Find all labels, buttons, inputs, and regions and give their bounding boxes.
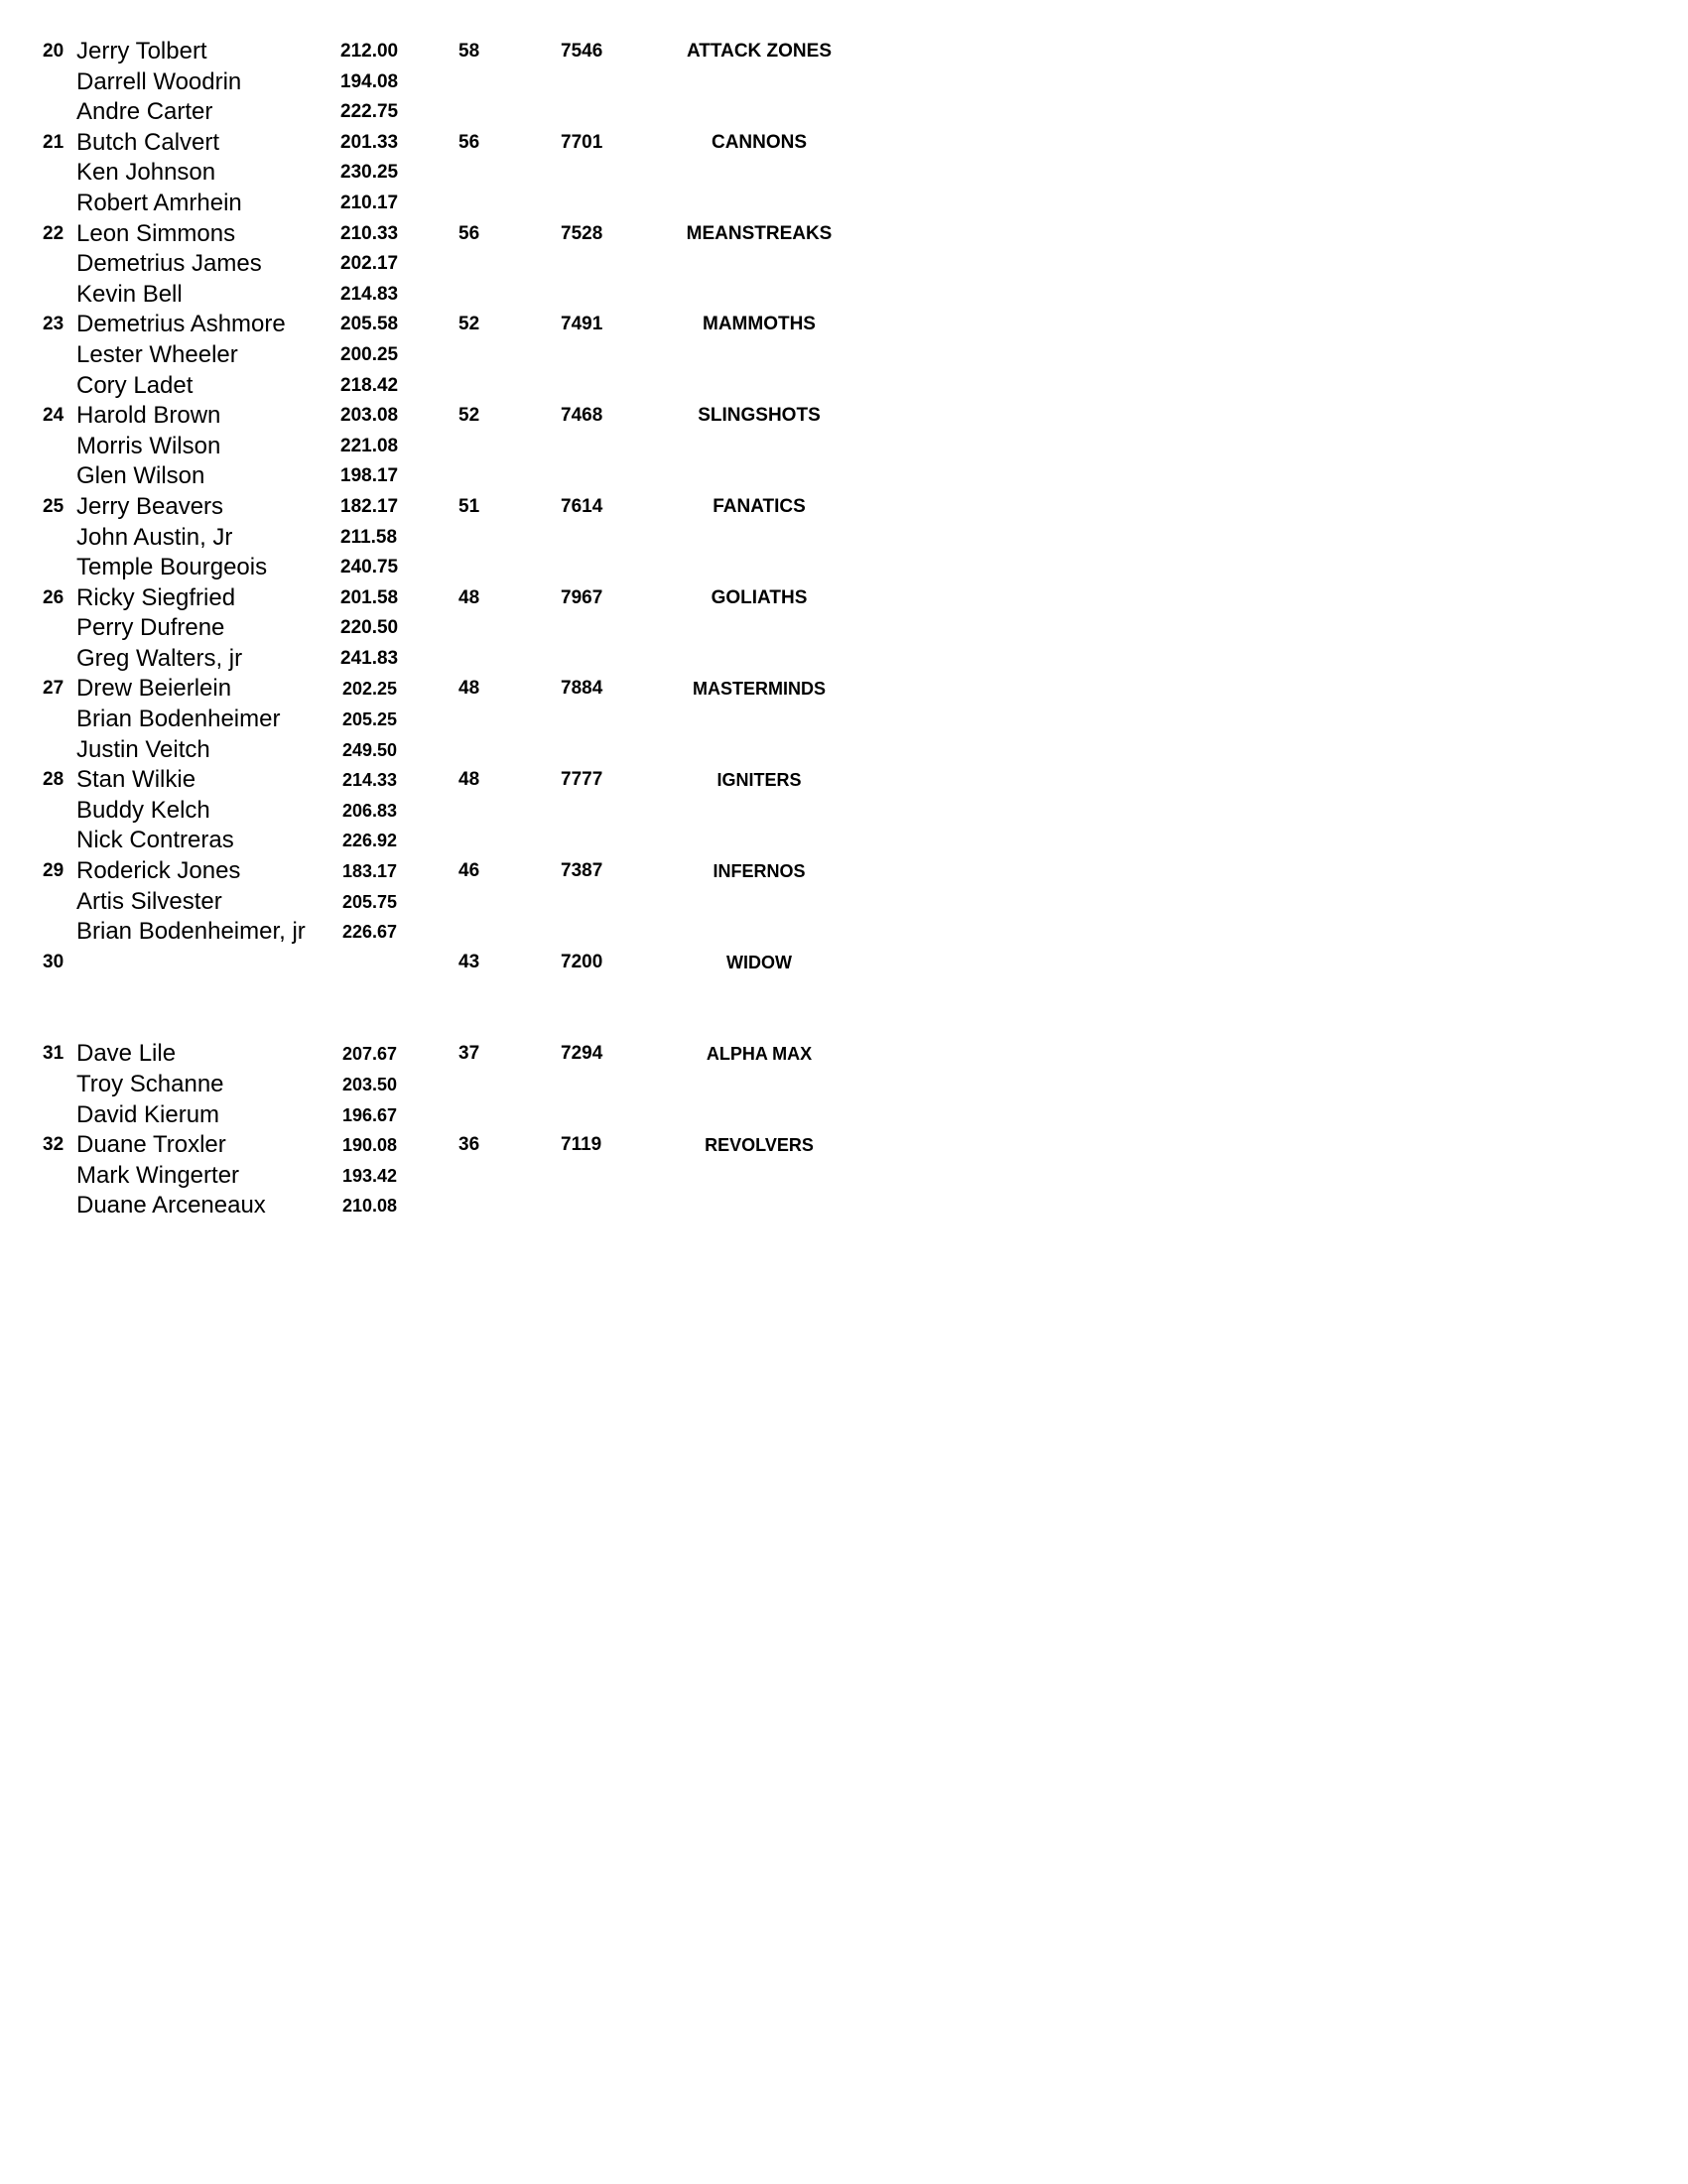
table-row [0, 128, 1688, 159]
table-row [0, 1130, 1688, 1161]
team-rank: 22 [43, 222, 65, 244]
table-row [0, 553, 1688, 583]
table-row [0, 1191, 1688, 1221]
team-rank: 21 [43, 131, 65, 153]
table-row [0, 523, 1688, 554]
bowler-name: Darrell Woodrin [76, 67, 242, 95]
bowler-average: 230.25 [340, 162, 399, 184]
bowler-name: Jerry Tolbert [76, 38, 207, 64]
table-row [0, 67, 1688, 98]
table-row [0, 219, 1688, 250]
table-row [0, 948, 1688, 978]
table-row [0, 1039, 1688, 1070]
bowler-name: Duane Troxler [76, 1131, 226, 1159]
team-pins: 7528 [561, 222, 603, 244]
bowler-average: 202.25 [342, 679, 398, 700]
bowler-average: 200.25 [340, 343, 399, 365]
bowler-name: Cory Ladet [76, 371, 194, 399]
table-row [0, 280, 1688, 311]
bowler-name: Dave Lile [76, 1040, 177, 1068]
bowler-average: 198.17 [340, 465, 399, 487]
team-pins: 7777 [561, 769, 603, 791]
team-points: 51 [458, 495, 480, 517]
bowler-name: Harold Brown [76, 402, 221, 430]
bowler-average: 196.67 [342, 1104, 398, 1125]
team-name: MASTERMINDS [693, 679, 826, 700]
table-row [0, 796, 1688, 827]
bowler-average: 222.75 [340, 101, 399, 123]
table-row [0, 705, 1688, 735]
bowler-average: 207.67 [342, 1044, 398, 1065]
bowler-average: 211.58 [340, 526, 398, 548]
team-points: 56 [458, 131, 480, 153]
team-name: IGNITERS [716, 770, 802, 791]
bowler-average: 226.92 [342, 831, 398, 851]
bowler-average: 220.50 [340, 617, 399, 639]
team-points: 46 [458, 860, 480, 882]
team-block [0, 765, 1688, 856]
bowler-name: Morris Wilson [76, 432, 221, 459]
team-points: 56 [458, 222, 480, 244]
bowler-name: Demetrius James [76, 250, 262, 278]
blank-gap [0, 977, 1688, 1039]
table-row [0, 371, 1688, 402]
team-points: 48 [458, 678, 480, 700]
table-row [0, 158, 1688, 189]
bowler-name: Demetrius Ashmore [76, 311, 286, 338]
team-points: 43 [458, 951, 480, 972]
team-rank: 23 [43, 314, 65, 335]
bowler-name: Perry Dufrene [76, 614, 225, 642]
team-pins: 7701 [561, 131, 603, 153]
bowler-name: Drew Beierlein [76, 675, 232, 703]
table-row [0, 644, 1688, 675]
bowler-name: Jerry Beavers [76, 492, 224, 520]
table-row [0, 249, 1688, 280]
bowler-name: Brian Bodenheimer, jr [76, 918, 306, 946]
team-rank: 30 [43, 951, 65, 972]
team-pins: 7387 [561, 860, 603, 882]
team-rank: 29 [43, 860, 65, 882]
team-pins: 7884 [561, 678, 603, 700]
bowler-name: Butch Calvert [76, 128, 220, 156]
team-block [0, 948, 1688, 1040]
team-rank: 24 [43, 405, 65, 427]
table-row [0, 1161, 1688, 1192]
team-rank: 26 [43, 586, 65, 608]
team-pins: 7491 [561, 314, 603, 335]
bowler-average: 202.17 [340, 253, 399, 275]
bowler-average: 221.08 [340, 435, 399, 456]
team-block [0, 583, 1688, 675]
team-block [0, 128, 1688, 219]
bowler-average: 201.58 [340, 586, 399, 608]
team-block [0, 401, 1688, 492]
team-name: CANNONS [711, 131, 808, 153]
bowler-average: 210.33 [340, 222, 399, 244]
team-points: 48 [458, 769, 480, 791]
bowler-name: Nick Contreras [76, 827, 234, 854]
team-points: 52 [458, 314, 480, 335]
team-name: REVOLVERS [705, 1135, 814, 1156]
team-name: GOLIATHS [711, 586, 808, 608]
table-row [0, 583, 1688, 614]
table-row [0, 826, 1688, 856]
team-block [0, 37, 1688, 128]
table-row [0, 887, 1688, 918]
team-name: WIDOW [726, 952, 792, 972]
team-name: SLINGSHOTS [698, 405, 821, 427]
bowler-average: 240.75 [340, 557, 399, 578]
team-block [0, 674, 1688, 765]
bowler-name: David Kierum [76, 1100, 220, 1128]
bowler-average: 218.42 [340, 374, 399, 396]
team-name: INFERNOS [713, 861, 806, 882]
team-rank: 27 [43, 678, 65, 700]
table-row [0, 37, 1688, 67]
team-rank: 32 [43, 1134, 65, 1156]
bowler-name: Glen Wilson [76, 462, 205, 490]
bowler-average: 210.08 [342, 1196, 398, 1217]
bowler-average: 190.08 [342, 1135, 398, 1156]
bowler-name: Buddy Kelch [76, 796, 210, 824]
team-rank: 20 [43, 41, 65, 62]
bowler-name: Temple Bourgeois [76, 554, 268, 581]
bowler-average: 203.08 [340, 405, 399, 427]
team-points: 58 [458, 41, 480, 62]
bowler-name: Stan Wilkie [76, 766, 196, 794]
bowler-average: 194.08 [340, 70, 399, 92]
table-row [0, 765, 1688, 796]
team-rank: 28 [43, 769, 65, 791]
table-row [0, 735, 1688, 766]
table-row [0, 340, 1688, 371]
bowler-name: Robert Amrhein [76, 189, 242, 216]
team-name: ATTACK ZONES [686, 41, 832, 62]
bowler-average: 214.83 [340, 283, 399, 305]
team-points: 37 [458, 1043, 480, 1065]
bowler-average: 201.33 [340, 131, 399, 153]
table-row [0, 674, 1688, 705]
bowler-name: John Austin, Jr [76, 523, 233, 551]
bowler-name: Ken Johnson [76, 159, 216, 187]
team-block [0, 310, 1688, 401]
bowler-name: Andre Carter [76, 98, 213, 126]
table-row [0, 432, 1688, 462]
table-row [0, 1100, 1688, 1131]
bowler-average: 249.50 [342, 739, 398, 760]
bowler-average: 206.83 [342, 800, 398, 821]
team-rank: 25 [43, 495, 65, 517]
table-row [0, 917, 1688, 948]
bowler-average: 226.67 [342, 922, 398, 943]
bowler-name: Troy Schanne [76, 1071, 224, 1097]
team-pins: 7468 [561, 405, 603, 427]
bowler-average: 182.17 [340, 495, 399, 517]
bowler-name: Lester Wheeler [76, 340, 238, 368]
team-pins: 7614 [561, 495, 603, 517]
table-row [0, 1070, 1688, 1100]
bowler-name: Leon Simmons [76, 219, 236, 247]
bowler-name: Ricky Siegfried [76, 583, 236, 611]
team-block [0, 1039, 1688, 1130]
bowler-average: 214.33 [342, 770, 398, 791]
bowler-average: 193.42 [342, 1165, 398, 1186]
table-row [0, 492, 1688, 523]
team-pins: 7294 [561, 1043, 603, 1065]
standings-list [0, 37, 1688, 1221]
bowler-average: 212.00 [340, 41, 399, 62]
team-name: MEANSTREAKS [686, 222, 833, 244]
table-row [0, 613, 1688, 644]
team-name: MAMMOTHS [703, 314, 816, 335]
team-pins: 7119 [561, 1134, 602, 1156]
bowler-name: Roderick Jones [76, 857, 241, 885]
bowler-name: Brian Bodenheimer [76, 706, 281, 733]
bowler-name: Duane Arceneaux [76, 1192, 266, 1220]
team-pins: 7546 [561, 41, 603, 62]
team-block [0, 492, 1688, 583]
bowler-average: 210.17 [340, 192, 399, 213]
team-block [0, 219, 1688, 311]
bowler-name: Mark Wingerter [76, 1161, 240, 1189]
team-name: FANATICS [713, 495, 806, 517]
bowler-name: Justin Veitch [76, 735, 210, 763]
table-row [0, 856, 1688, 887]
bowler-average: 205.75 [342, 891, 398, 912]
bowler-name: Kevin Bell [76, 280, 183, 308]
bowler-name: Artis Silvester [76, 887, 222, 915]
table-row [0, 97, 1688, 128]
team-points: 36 [458, 1134, 480, 1156]
table-row [0, 461, 1688, 492]
table-row [0, 310, 1688, 340]
bowler-average: 241.83 [340, 647, 399, 669]
table-row [0, 189, 1688, 219]
table-row [0, 401, 1688, 432]
team-block [0, 1130, 1688, 1221]
team-pins: 7967 [561, 586, 603, 608]
bowler-name: Greg Walters, jr [76, 644, 243, 672]
bowler-average: 203.50 [342, 1075, 398, 1094]
team-rank: 31 [43, 1043, 65, 1065]
bowler-average: 205.58 [340, 314, 399, 335]
team-block [0, 856, 1688, 948]
team-name: ALPHA MAX [706, 1044, 813, 1065]
team-points: 52 [458, 405, 480, 427]
team-points: 48 [458, 586, 480, 608]
bowler-average: 183.17 [342, 861, 398, 882]
bowler-average: 205.25 [342, 709, 398, 730]
team-pins: 7200 [561, 951, 603, 972]
